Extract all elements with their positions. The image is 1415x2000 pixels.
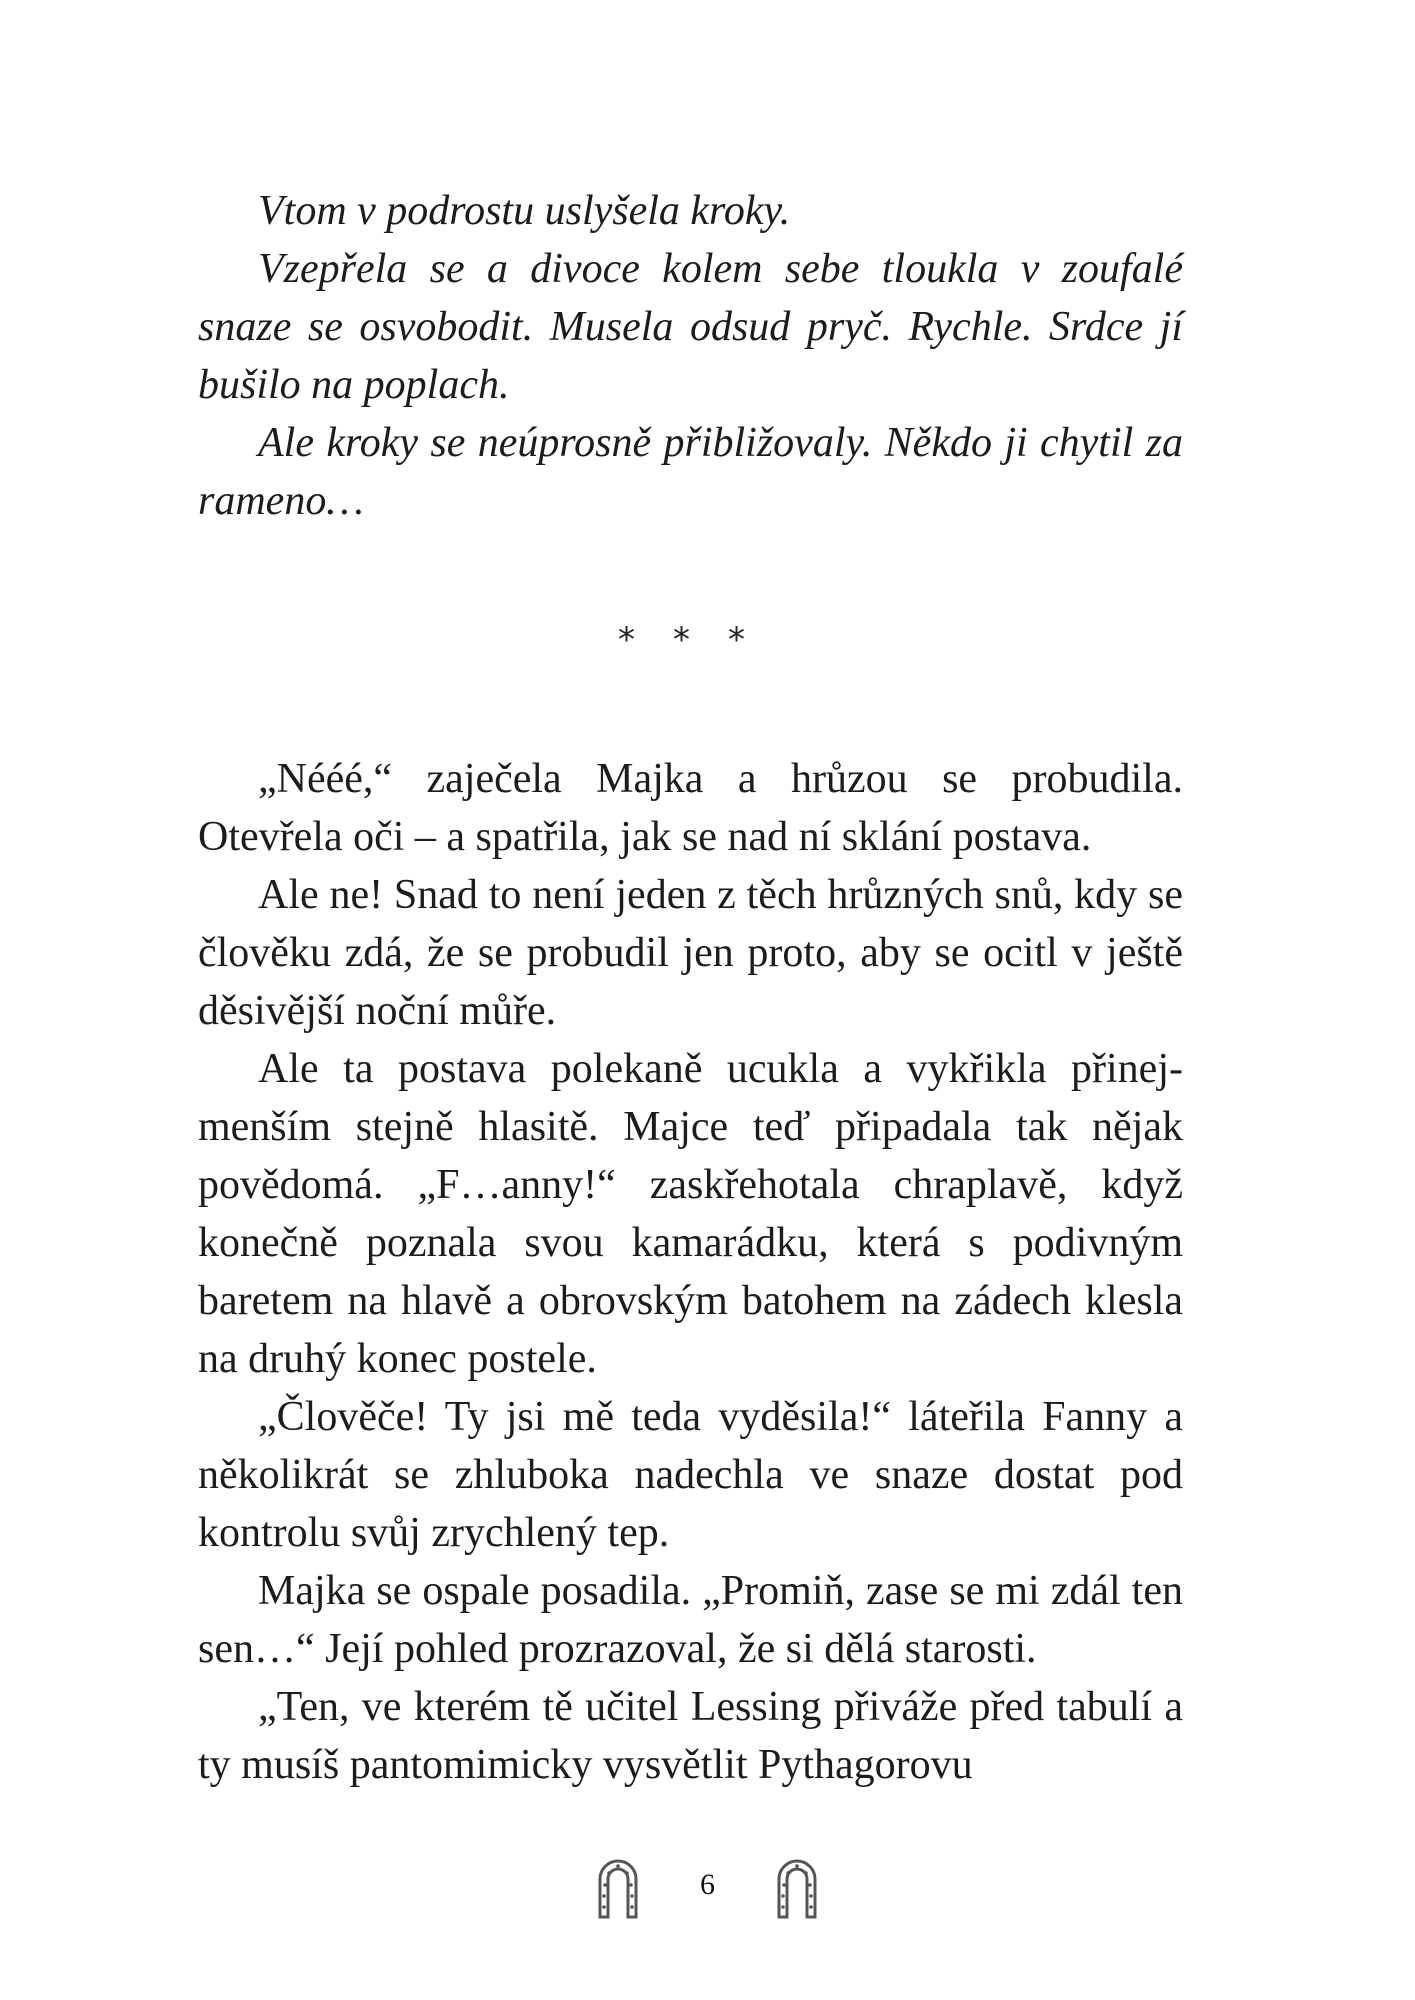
page-footer [0, 1845, 1415, 1925]
horseshoe-icon [769, 1849, 825, 1921]
page-body [198, 182, 1183, 1794]
horseshoe-icon [590, 1849, 646, 1921]
paragraph-6: „Ten, ve kterém tě učitel Lessing přiváže před tabulí a ty musíš pantomimicky vysvětlit Pythagorovu [198, 1684, 1183, 1788]
paragraph-3: Ale ta postava polekaně ucukla a vykřikla přinejmenším stejně hlasitě. Majce teď připadala tak nějak povědomá. „F…anny!“ zaskřehotala chraplavě, když konečně poznala svou kamarádku, která s podivným baretem na hlavě a obrovským batohem na zádech klesla na druhý konec postele. [198, 1046, 1183, 1382]
story-passage [198, 750, 1183, 1794]
dream-passage [198, 182, 1183, 530]
scene-break-asterisk: * [618, 620, 653, 660]
paragraph-1: „Nééé,“ zaječela Majka a hrůzou se probudila. Otevřela oči – a spatřila, jak se nad ní sklání postava. [198, 756, 1183, 860]
paragraph-4: „Člověče! Ty jsi mě teda vyděsila!“ láteřila Fanny a několikrát se zhluboka nadechla ve snaze dostat pod kontrolu svůj zrychlený tep. [198, 1394, 1183, 1556]
italic-paragraph-2: Vzepřela se a divoce kolem sebe tloukla v zoufalé snaze se osvobodit. Musela odsud pryč. Rychle. Srdce jí bušilo na poplach. [198, 246, 1183, 408]
paragraph-5: Majka se ospale posadila. „Promiň, zase se mi zdál ten sen…“ Její pohled prozrazoval, že si dělá starosti. [198, 1568, 1183, 1672]
scene-break [198, 530, 1183, 750]
page-number: 6 [700, 1868, 715, 1901]
italic-paragraph-3: Ale kroky se neúprosně přibližovaly. Někdo ji chytil za rameno… [198, 420, 1183, 524]
scene-break-asterisk: * [728, 620, 763, 660]
scene-break-asterisk: * [673, 620, 708, 660]
italic-paragraph-1: Vtom v podrostu uslyšela kroky. [258, 188, 791, 234]
paragraph-2: Ale ne! Snad to není jeden z těch hrůzných snů, kdy se člověku zdá, že se probudil jen proto, aby se ocitl v ještě děsivější noční můře. [198, 872, 1183, 1034]
